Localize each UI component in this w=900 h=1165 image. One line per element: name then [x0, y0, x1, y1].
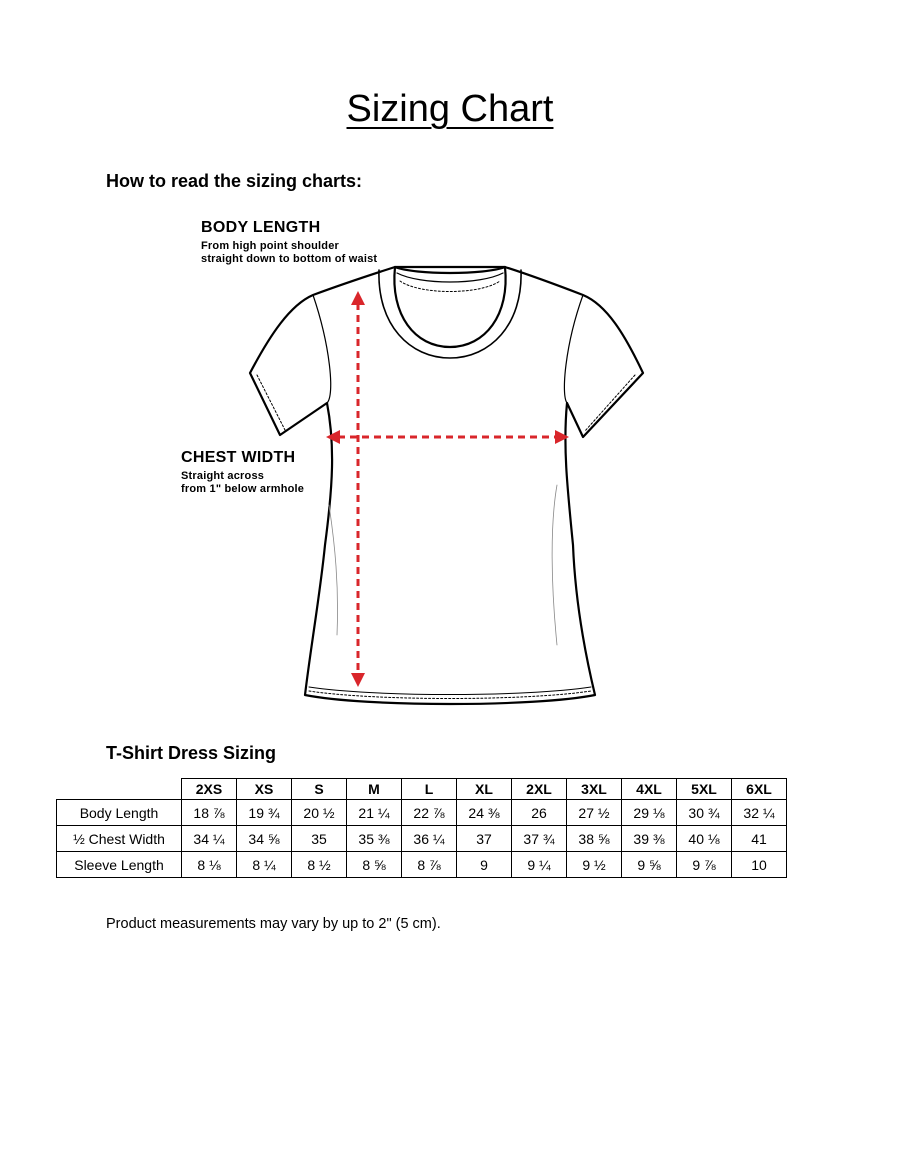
table-cell: 39 ⅜ [622, 826, 677, 852]
table-cell: 37 [457, 826, 512, 852]
chest-width-desc-line: Straight across [181, 470, 265, 482]
size-header: 4XL [622, 779, 677, 800]
size-header: L [402, 779, 457, 800]
size-header: 2XL [512, 779, 567, 800]
row-label: Sleeve Length [57, 852, 182, 878]
table-cell: 21 ¼ [347, 800, 402, 826]
table-cell: 35 [292, 826, 347, 852]
table-cell: 37 ¾ [512, 826, 567, 852]
table-cell: 22 ⅞ [402, 800, 457, 826]
table-row [57, 852, 787, 878]
table-cell: 34 ⅝ [237, 826, 292, 852]
table-cell: 35 ⅜ [347, 826, 402, 852]
table-cell: 9 ⅞ [677, 852, 732, 878]
table-cell: 9 ½ [567, 852, 622, 878]
howto-heading: How to read the sizing charts: [106, 171, 363, 191]
table-cell: 18 ⅞ [182, 800, 237, 826]
table-row [57, 826, 787, 852]
table-cell: 8 ½ [292, 852, 347, 878]
table-cell: 34 ¼ [182, 826, 237, 852]
body-length-desc-line: From high point shoulder [201, 240, 340, 252]
size-header: 6XL [732, 779, 787, 800]
table-cell: 8 ⅝ [347, 852, 402, 878]
size-header: 5XL [677, 779, 732, 800]
table-cell: 40 ⅛ [677, 826, 732, 852]
size-header: 2XS [182, 779, 237, 800]
size-header: M [347, 779, 402, 800]
measurement-note: Product measurements may vary by up to 2" (5 cm). [106, 916, 441, 932]
tshirt-diagram [245, 255, 655, 710]
size-header-row [57, 779, 787, 800]
size-header: S [292, 779, 347, 800]
chest-width-label: CHEST WIDTH [181, 449, 296, 466]
table-cell: 38 ⅝ [567, 826, 622, 852]
size-header: 3XL [567, 779, 622, 800]
sizing-table [56, 778, 787, 878]
table-cell: 8 ¼ [237, 852, 292, 878]
size-header: XL [457, 779, 512, 800]
table-cell: 20 ½ [292, 800, 347, 826]
page-title: Sizing Chart [346, 88, 554, 130]
table-cell: 9 ⅝ [622, 852, 677, 878]
body-length-label: BODY LENGTH [201, 219, 321, 236]
table-cell: 29 ⅛ [622, 800, 677, 826]
row-label: Body Length [57, 800, 182, 826]
table-corner [57, 779, 182, 800]
body-length-desc-line: straight down to bottom of waist [201, 253, 378, 265]
table-cell: 8 ⅛ [182, 852, 237, 878]
table-cell: 10 [732, 852, 787, 878]
table-cell: 24 ⅜ [457, 800, 512, 826]
table-row [57, 800, 787, 826]
table-cell: 9 [457, 852, 512, 878]
table-cell: 27 ½ [567, 800, 622, 826]
chest-width-desc-line: from 1" below armhole [181, 483, 305, 495]
table-cell: 8 ⅞ [402, 852, 457, 878]
table-cell: 36 ¼ [402, 826, 457, 852]
table-cell: 26 [512, 800, 567, 826]
row-label: ½ Chest Width [57, 826, 182, 852]
table-cell: 30 ¾ [677, 800, 732, 826]
table-cell: 41 [732, 826, 787, 852]
table-cell: 9 ¼ [512, 852, 567, 878]
table-cell: 32 ¼ [732, 800, 787, 826]
table-cell: 19 ¾ [237, 800, 292, 826]
table-title: T-Shirt Dress Sizing [106, 743, 277, 763]
size-header: XS [237, 779, 292, 800]
